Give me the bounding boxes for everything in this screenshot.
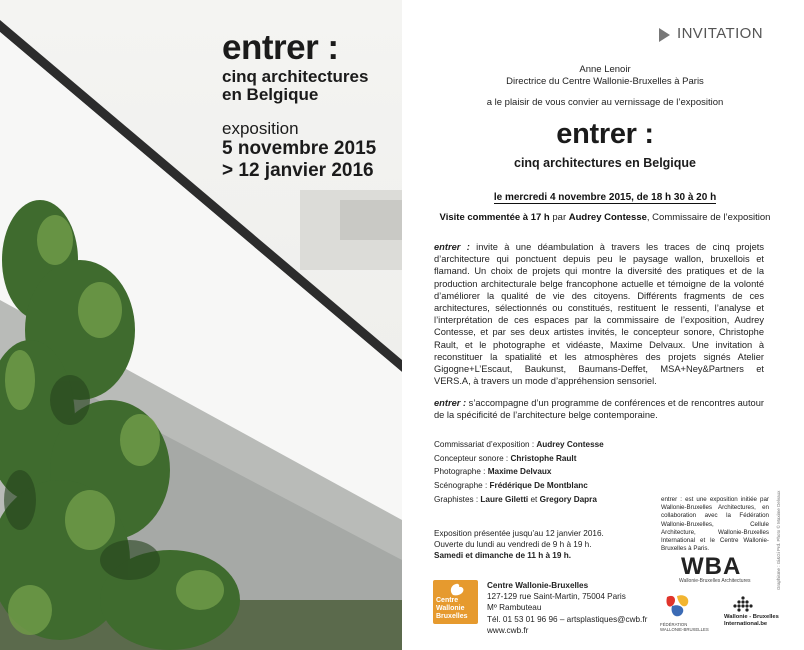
cover-subtitle-line1: cinq architectures	[222, 67, 369, 86]
cwb-logo-line3: Bruxelles	[436, 613, 468, 620]
credit-label: Scénographe :	[434, 481, 490, 491]
credit-label: Concepteur sonore :	[434, 453, 511, 463]
visit-role: , Commissaire de l’exposition	[646, 212, 771, 223]
credit-item	[434, 465, 604, 479]
wbi-caption-line1: Wallonie - Bruxelles	[724, 614, 779, 620]
partner-note: entrer : est une exposition initiée par Wallonie-Bruxelles Architectures, en collaboration avec la Fédération Wallonie-Bruxelles, Cellule Architecture, Wallonie-Bruxelles International et le Centre Wallonie-Bruxelles à Paris.	[661, 496, 769, 553]
credit-item	[434, 452, 604, 466]
play-triangle-icon	[659, 28, 670, 42]
credits-list	[434, 438, 604, 507]
vernissage-date	[420, 192, 790, 203]
wba-logo: WBA	[681, 553, 742, 580]
credit-name: Frédérique De Montblanc	[489, 481, 588, 491]
vernissage-date-text: le mercredi 4 novembre 2015, de 18 h 30 à 20 h	[493, 192, 717, 203]
wba-caption: Wallonie-Bruxelles Architectures	[679, 578, 751, 584]
venue-metro: Mº Rambuteau	[487, 603, 542, 613]
cover-subtitle-line2: en Belgique	[222, 85, 319, 104]
venue-street: 127-129 rue Saint-Martin, 75004 Paris	[487, 592, 626, 602]
para2-lead: entrer :	[434, 398, 467, 408]
cover-exposition-label: exposition	[222, 119, 299, 138]
guided-visit	[420, 212, 790, 223]
credit-item	[434, 438, 604, 452]
hours-line: Samedi et dimanche de 11 h à 19 h.	[434, 551, 571, 560]
venue-contact: Tél. 01 53 01 96 96 – artsplastiques@cwb.fr	[487, 614, 648, 624]
host-name: Anne Lenoir	[579, 64, 631, 75]
exhibition-subtitle: cinq architectures en Belgique	[514, 156, 696, 170]
hours-line: Ouverte du lundi au vendredi de 9 h à 19 h.	[434, 540, 592, 549]
cwb-logo-line1: Centre	[436, 597, 459, 604]
rooster-icon	[433, 581, 478, 597]
visit-guide: Audrey Contesse	[568, 212, 647, 223]
visit-by: par	[552, 212, 567, 223]
cover-date-end: > 12 janvier 2016	[222, 160, 374, 181]
program-paragraph	[434, 397, 764, 421]
invitation-label: INVITATION	[677, 25, 763, 42]
credit-item	[434, 493, 604, 507]
cwb-logo-line2: Wallonie	[436, 605, 465, 612]
opening-hours	[434, 528, 604, 561]
credit-name: Gregory Dapra	[539, 494, 597, 504]
credit-label: Commissariat d’exposition :	[434, 440, 537, 449]
credit-sep: et	[528, 494, 540, 504]
fwb-logo	[663, 593, 697, 619]
cover-title: entrer :	[222, 28, 339, 67]
venue-address	[487, 580, 647, 636]
cwb-logo	[433, 580, 478, 624]
credit-label: Photographe :	[434, 467, 488, 477]
credit-name: Maxime Delvaux	[487, 467, 552, 477]
credit-label: Graphistes :	[434, 494, 481, 504]
invite-line: a le plaisir de vous convier au vernissage de l’exposition	[486, 97, 724, 108]
para1-text: invite à une déambulation à travers les traces de cinq projets d’architecture qui ponctuent depuis peu le paysage wallon, bruxellois et flamand. Un choix de projets qui montre la diversité des pratiques et de la production architecturale belge francophone actuelle et témoigne de la volonté d’améliorer la qualité de vie des citoyens. Différents fragments de ces architectures, sélectionnés ou constitués, restituent le ressenti, l’analyse et l’interprétation de ces espaces par la commissaire de l’exposition, Audrey Contesse, et par ses deux artistes invités, le concepteur sonore, Christophe Rault, et le photographe et vidéaste, Maxime Delvaux. Une invitation à reconstituer la spatialité et les atmosphères des projets signés Atelier Gigogne+L’Escaut, Baukunst, Baumans-Deffet, MSA+Ney&Partners et VERS.A, à travers un mode d’appréhension sensoriel.	[434, 242, 764, 387]
hours-line: Exposition présentée jusqu’au 12 janvier 2016.	[434, 529, 604, 538]
para1-lead: entrer :	[434, 242, 470, 252]
host-role: Directrice du Centre Wallonie-Bruxelles à Paris	[506, 76, 704, 87]
credit-name: Audrey Contesse	[536, 440, 604, 449]
venue-website: www.cwb.fr	[487, 625, 529, 635]
exhibition-title: entrer :	[556, 118, 654, 150]
photo-credit: Graphisme : Gi&Gi Prd. Photo © Maxime Delvaux	[776, 490, 781, 590]
wbi-caption	[724, 614, 779, 628]
para2-text: s’accompagne d’un programme de conférences et de rencontres autour de la spécificité de l’architecture belge contemporaine.	[434, 398, 764, 421]
fwb-caption: FÉDÉRATION WALLONIE-BRUXELLES	[660, 622, 709, 632]
credit-name: Christophe Rault	[510, 453, 577, 463]
description-paragraph	[434, 241, 764, 387]
credit-item	[434, 479, 604, 493]
visit-lead: Visite commentée à 17 h	[439, 212, 550, 223]
wbi-dots-logo	[729, 596, 759, 612]
wbi-caption-line2: International.be	[724, 621, 768, 627]
cover-date-start: 5 novembre 2015	[222, 138, 377, 159]
venue-name: Centre Wallonie-Bruxelles	[487, 581, 589, 590]
credit-name: Laure Giletti	[480, 494, 529, 504]
